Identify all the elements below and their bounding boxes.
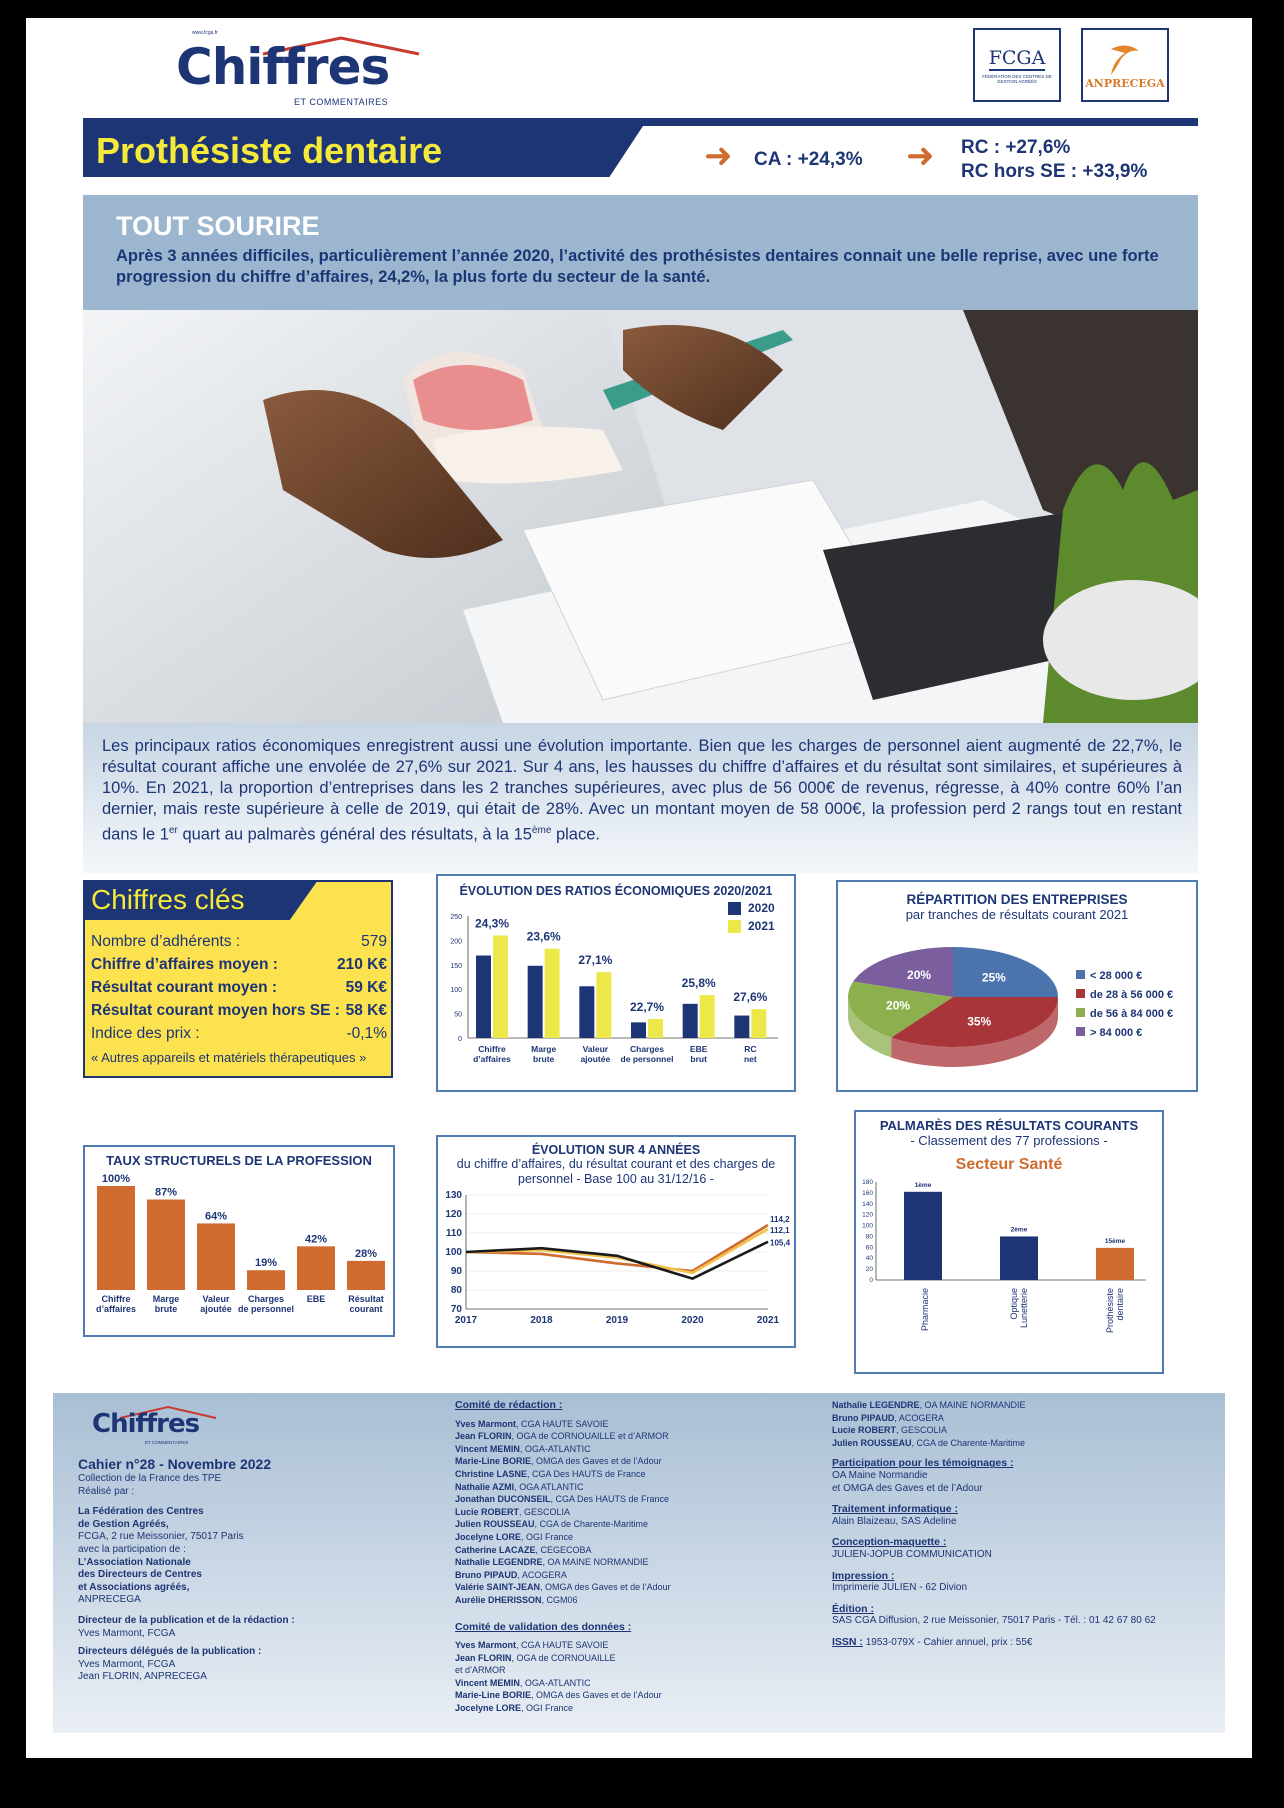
y-tick-label: 100 xyxy=(450,987,462,995)
legend-swatch xyxy=(1076,1027,1085,1036)
key-figure-row: Nombre d’adhérents : 579 xyxy=(91,933,387,950)
member-entry: Christine LASNE, CGA Des HAUTS de France xyxy=(455,1468,646,1479)
y-tick-label: 130 xyxy=(445,1190,462,1201)
x-tick-label: Charges de personnel xyxy=(620,1044,674,1064)
y-tick-label: 110 xyxy=(445,1228,462,1239)
legend-label: 2021 xyxy=(748,919,775,933)
pie-slice-label: 20% xyxy=(907,967,932,982)
footer-logo-subtitle: ET COMMENTAIRES xyxy=(145,1440,189,1445)
y-tick-label: 60 xyxy=(865,1244,873,1252)
bar-data-label: 23,6% xyxy=(526,929,561,944)
ratios-chart-box xyxy=(436,874,796,1092)
y-tick-label: 150 xyxy=(450,962,462,970)
realise-par: Réalisé par : xyxy=(78,1485,135,1497)
member-entry: Marie-Line BORIE, OMGA des Gaves et de l’Adour xyxy=(455,1456,662,1467)
y-tick-label: 120 xyxy=(862,1211,873,1219)
rank-label: 2ème xyxy=(1010,1226,1028,1234)
end-value-label: 112,1 xyxy=(770,1226,790,1236)
evolution-chart-subtitle: du chiffre d’affaires, du résultat courant et des charges de personnel - Base 100 au 31/12/16 - xyxy=(456,1157,776,1186)
kpi-rc: RC : +27,6% xyxy=(961,137,1071,158)
structural-bar xyxy=(197,1223,235,1290)
x-tick-label: Résultat courant xyxy=(348,1294,384,1314)
legend-label: de 56 à 84 000 € xyxy=(1090,1008,1174,1020)
y-tick-label: 20 xyxy=(865,1266,873,1274)
hero-photo xyxy=(83,310,1198,723)
comite-validation-heading: Comité de validation des données : xyxy=(455,1620,632,1633)
legend-swatch xyxy=(728,920,741,933)
arrow-right-icon: ➜ xyxy=(906,137,935,175)
bar-2021 xyxy=(493,936,508,1038)
bar-2021 xyxy=(700,995,715,1038)
bar-2021 xyxy=(545,949,560,1038)
member-entry: Nathalie AZMI, OGA ATLANTIC xyxy=(455,1481,584,1492)
y-tick-label: 200 xyxy=(450,938,462,946)
y-tick-label: 140 xyxy=(862,1200,873,1208)
y-tick-label: 0 xyxy=(458,1036,462,1043)
structural-bar xyxy=(97,1186,135,1290)
bar-2021 xyxy=(751,1009,766,1038)
bar-data-label: 22,7% xyxy=(629,999,665,1014)
key-figure-row: Résultat courant moyen hors SE : 58 K€ xyxy=(91,1002,387,1019)
distribution-chart-subtitle: par tranches de résultats courant 2021 xyxy=(905,907,1129,922)
ranking-bar xyxy=(904,1192,942,1280)
y-tick-label: 100 xyxy=(445,1247,462,1258)
bar-2021 xyxy=(648,1019,663,1038)
pie-slice-label: 25% xyxy=(981,970,1006,985)
x-tick-label: Valeur ajoutée xyxy=(200,1294,232,1314)
bar-2020 xyxy=(528,966,543,1038)
member-entry: Marie-Line BORIE, OMGA des Gaves et de l’Adour xyxy=(455,1690,662,1701)
title-bar xyxy=(83,118,1198,126)
pie-slice-label: 20% xyxy=(886,998,911,1013)
distribution-chart-title: RÉPARTITION DES ENTREPRISES xyxy=(906,892,1128,907)
ranking-chart xyxy=(856,1174,1162,1374)
member-entry: Julien ROUSSEAU, CGA de Charente-Maritime xyxy=(455,1519,649,1530)
rank-label: 1ème xyxy=(914,1181,932,1189)
fcga-logo-subtext: FÉDÉRATION DES CENTRES DE GESTION AGRÉÉS xyxy=(982,73,1052,84)
page xyxy=(26,18,1252,1758)
y-tick-label: 70 xyxy=(450,1304,462,1315)
y-tick-label: 90 xyxy=(450,1266,462,1277)
structural-bar xyxy=(297,1246,335,1290)
member-entry: Yves Marmont, CGA HAUTE SAVOIE xyxy=(455,1418,609,1429)
member-entry: Nathalie LEGENDRE, OA MAINE NORMANDIE xyxy=(455,1557,649,1568)
x-tick-label: RC net xyxy=(743,1044,757,1064)
collection: Collection de la France des TPE xyxy=(78,1473,222,1484)
ranking-chart-title: PALMARÈS DES RÉSULTATS COURANTS xyxy=(879,1118,1139,1133)
bar-2020 xyxy=(631,1022,646,1038)
anprecega-logo xyxy=(1081,28,1169,102)
x-tick-label: 2020 xyxy=(681,1315,704,1326)
legend-label: 2020 xyxy=(748,901,775,915)
bar-data-label: 27,6% xyxy=(733,990,768,1005)
legend-label: < 28 000 € xyxy=(1090,970,1143,982)
dental-photo-illustration xyxy=(83,310,1198,723)
structural-bar xyxy=(147,1200,185,1290)
x-tick-label: Marge brute xyxy=(152,1294,180,1314)
ranking-chart-annotation: Secteur Santé xyxy=(955,1156,1063,1173)
ratios-chart xyxy=(438,898,794,1088)
x-tick-label: EBE xyxy=(306,1294,326,1304)
key-figure-row: Chiffre d’affaires moyen : 210 K€ xyxy=(91,956,387,973)
y-tick-label: 250 xyxy=(450,914,462,921)
fcga-logo xyxy=(973,28,1061,102)
series-line xyxy=(466,1242,768,1279)
x-tick-label: Charges de personnel xyxy=(237,1294,295,1314)
arrow-right-icon: ➜ xyxy=(704,137,733,175)
member-entry: Lucie ROBERT, GESCOLIA xyxy=(832,1425,948,1436)
member-entry: Aurélie DHERISSON, CGM06 xyxy=(455,1594,578,1605)
key-figure-row: Résultat courant moyen : 59 K€ xyxy=(91,979,387,996)
structural-bar xyxy=(347,1261,385,1290)
structural-bar xyxy=(247,1270,285,1290)
anprecega-logo-text: ANPRECEGA xyxy=(1085,76,1165,90)
distribution-chart-box xyxy=(836,880,1198,1092)
bar-2020 xyxy=(683,1004,698,1038)
legend-swatch xyxy=(1076,970,1085,979)
structural-chart xyxy=(85,1168,393,1334)
x-tick-label: 2021 xyxy=(756,1315,780,1326)
fcga-logo-text: FCGA xyxy=(988,46,1046,69)
end-value-label: 105,4 xyxy=(770,1238,791,1248)
y-tick-label: 40 xyxy=(865,1255,873,1263)
member-entry: Jocelyne LORE, OGI France xyxy=(455,1703,574,1714)
bar-data-label: 19% xyxy=(254,1257,278,1270)
x-tick-label: Pharmacie xyxy=(920,1288,930,1332)
y-tick-label: 50 xyxy=(454,1011,462,1019)
footer-col-2 xyxy=(455,1399,755,1715)
kpi-ca: CA : +24,3% xyxy=(754,149,863,170)
x-tick-label: 2018 xyxy=(530,1315,553,1326)
bar-2020 xyxy=(476,956,491,1038)
member-entry: Jean FLORIN, OGA de CORNOUAILLE et d’ARMOR xyxy=(455,1431,669,1442)
structural-chart-title: TAUX STRUCTURELS DE LA PROFESSION xyxy=(106,1153,372,1168)
bar-data-label: 64% xyxy=(204,1210,228,1223)
footer-col-3: Nathalie LEGENDRE, OA MAINE NORMANDIE Bruno PIPAUD, ACOGERA Lucie ROBERT, GESCOLIA Julien ROUSSEAU, CGA de Charente-Maritime Participation pour les témoignages : OA Maine Normandie et OMGA des Gaves et de l’Adour Traitement informatique : Alain Blaizeau, SAS Adeline Conception-maquette : JULIEN-JOPUB COMMUNICATION Impression : Imprimerie JULIEN - 62 Divion Édition : SAS CGA Diffusion, 2 rue Meissonier, 75017 Paris - Tél. : 01 42 67 80 62 ISSN : 1953-079X - Cahier annuel, prix : 55€ xyxy=(832,1399,1212,1650)
member-entry: Bruno PIPAUD, ACOGERA xyxy=(832,1412,944,1423)
member-entry: et d’ARMOR xyxy=(455,1665,506,1676)
bar-data-label: 100% xyxy=(101,1173,131,1185)
section-title: TOUT SOURIRE xyxy=(116,211,320,241)
pie-slice-label: 35% xyxy=(967,1014,992,1029)
body-paragraph: Les principaux ratios économiques enregistrent aussi une évolution importante. Bien que les charges de personnel aient augmenté de 22,7%, le résultat courant affiche une envolée de 27,6% sur 2021. Sur 4 ans, les hausses du chiffre d’affaires et du résultat sont similaires, et supérieures à 10%. En 2021, la proportion d’entreprises dans les 2 tranches supérieures, avec plus de 56 000€ de revenus, régresse, à 40% contre 60% l’an dernier, mais reste supérieure à celle de 2019, qui était de 28%. Avec un montant moyen de 58 000€, la profession perd 2 rangs tout en restant dans le 1er quart au palmarès général des résultats, à la 15ème place. xyxy=(102,737,1182,844)
bar-data-label: 28% xyxy=(354,1247,378,1260)
x-tick-label: Chiffre d’affaires xyxy=(95,1294,137,1314)
ranking-bar xyxy=(1096,1248,1134,1280)
bar-data-label: 24,3% xyxy=(474,916,510,931)
x-tick-label: 2017 xyxy=(454,1315,478,1326)
key-figures-title: Chiffres clés xyxy=(91,884,245,915)
page-title: Prothésiste dentaire xyxy=(96,130,443,171)
intro-lead: Après 3 années difficiles, particulièrement l’année 2020, l’activité des prothésistes dentaires connait une belle reprise, avec une forte progression du chiffre d’affaires, 24,2%, la plus forte du secteur de la santé. xyxy=(116,247,1159,286)
ranking-chart-box xyxy=(854,1110,1164,1374)
evolution-chart-box xyxy=(436,1135,796,1348)
bar-data-label: 27,1% xyxy=(578,953,613,968)
member-entry: Bruno PIPAUD, ACOGERA xyxy=(455,1569,567,1580)
member-entry: Yves Marmont, CGA HAUTE SAVOIE xyxy=(455,1640,609,1651)
member-entry: Valérie SAINT-JEAN, OMGA des Gaves et de l’Adour xyxy=(455,1582,671,1593)
ranking-bar xyxy=(1000,1236,1038,1280)
legend-label: de 28 à 56 000 € xyxy=(1090,989,1174,1001)
x-tick-label: EBE brut xyxy=(689,1044,708,1064)
rank-label: 15ème xyxy=(1104,1237,1126,1245)
legend-swatch xyxy=(1076,1008,1085,1017)
logo-subtitle: ET COMMENTAIRES xyxy=(294,97,389,107)
ranking-chart-subtitle: - Classement des 77 professions - xyxy=(910,1133,1108,1148)
evolution-chart-title: ÉVOLUTION SUR 4 ANNÉES xyxy=(531,1143,701,1157)
anprecega-swoosh-icon xyxy=(1105,41,1145,77)
member-entry: Julien ROUSSEAU, CGA de Charente-Maritime xyxy=(832,1437,1026,1448)
member-entry: Vincent MEMIN, OGA-ATLANTIC xyxy=(455,1677,591,1688)
y-tick-label: 100 xyxy=(862,1222,873,1230)
legend-label: > 84 000 € xyxy=(1090,1027,1143,1039)
ratios-chart-title: ÉVOLUTION DES RATIOS ÉCONOMIQUES 2020/2021 xyxy=(459,884,773,898)
y-tick-label: 160 xyxy=(862,1189,873,1197)
y-tick-label: 0 xyxy=(869,1277,873,1284)
x-tick-label: 2019 xyxy=(605,1315,629,1326)
bar-2021 xyxy=(596,972,611,1038)
key-figures-note: « Autres appareils et matériels thérapeutiques » xyxy=(91,1050,367,1065)
x-tick-label: OptiqueLunetterie xyxy=(1009,1288,1029,1329)
member-entry: Jonathan DUCONSEIL, CGA Des HAUTS de France xyxy=(455,1494,670,1505)
y-tick-label: 80 xyxy=(865,1233,873,1241)
logo-wordmark: Chiffres xyxy=(176,38,390,96)
legend-swatch xyxy=(1076,989,1085,998)
legend-swatch xyxy=(728,902,741,915)
y-tick-label: 80 xyxy=(450,1285,462,1296)
end-value-label: 114,2 xyxy=(770,1215,790,1225)
y-tick-label: 180 xyxy=(862,1179,873,1186)
bar-data-label: 25,8% xyxy=(681,976,716,991)
bar-data-label: 42% xyxy=(304,1233,328,1246)
comite-redaction-heading: Comité de rédaction : xyxy=(455,1399,563,1411)
y-tick-label: 120 xyxy=(445,1209,462,1220)
kpi-rc-hors-se: RC hors SE : +33,9% xyxy=(961,161,1148,182)
x-tick-label: Prothésistedentaire xyxy=(1105,1288,1125,1334)
bar-data-label: 87% xyxy=(154,1186,178,1199)
member-entry: Jean FLORIN, OGA de CORNOUAILLE xyxy=(455,1652,616,1663)
bar-2020 xyxy=(734,1016,749,1038)
distribution-pie-chart xyxy=(838,922,1196,1082)
member-entry: Catherine LACAZE, CEGECOBA xyxy=(455,1544,592,1555)
x-tick-label: Marge brute xyxy=(531,1044,557,1064)
member-entry: Lucie ROBERT, GESCOLIA xyxy=(455,1506,571,1517)
structural-chart-box xyxy=(83,1145,395,1337)
logo-url: www.fcga.fr xyxy=(192,30,218,36)
x-tick-label: Chiffre d’affaires xyxy=(473,1044,511,1064)
bar-2020 xyxy=(579,986,594,1038)
x-tick-label: Valeur ajoutée xyxy=(580,1044,611,1064)
member-entry: Nathalie LEGENDRE, OA MAINE NORMANDIE xyxy=(832,1400,1026,1410)
member-entry: Vincent MEMIN, OGA-ATLANTIC xyxy=(455,1443,591,1454)
footer-logo-wordmark: Chiffres xyxy=(92,1409,200,1439)
key-figure-row: Indice des prix : -0,1% xyxy=(91,1025,387,1042)
footer-col-1: Cahier n°28 - Novembre 2022 Collection de la France des TPE Réalisé par : La Fédération des Centres de Gestion Agréés, FCGA, 2 rue Meissonier, 75017 Paris avec la participation de : L’Association Nationale des Directeurs de Centres et Associations agréés, ANPRECEGA Directeur de la publication et de la rédaction : Yves Marmont, FCGA Directeurs délégués de la publication : Yves Marmont, FCGA Jean FLORIN, ANPRECEGA xyxy=(78,1455,378,1684)
issue-number: Cahier n°28 - Novembre 2022 xyxy=(78,1456,272,1472)
member-entry: Jocelyne LORE, OGI France xyxy=(455,1531,574,1542)
evolution-line-chart xyxy=(438,1187,794,1332)
